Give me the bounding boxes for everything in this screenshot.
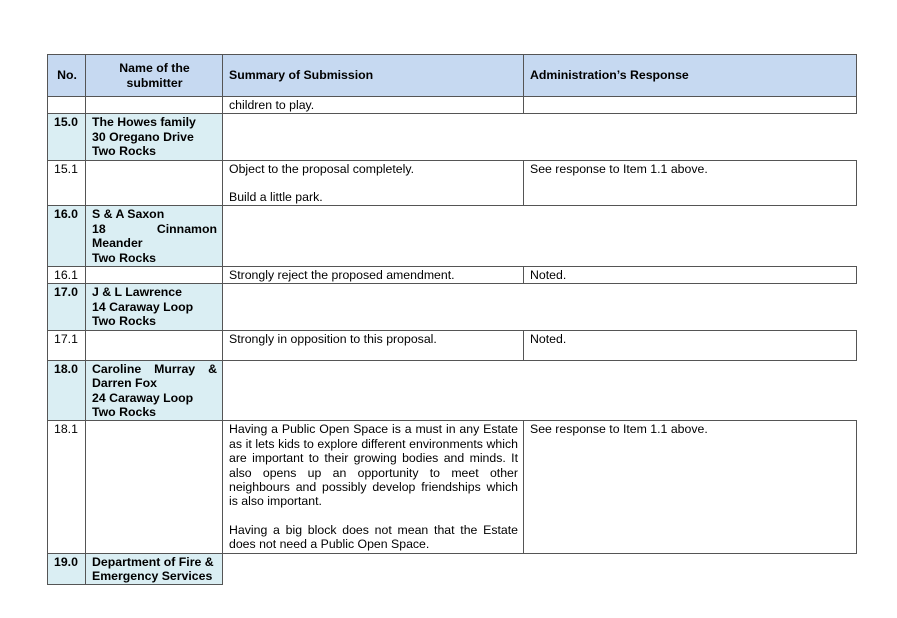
header-row bbox=[48, 55, 857, 97]
header-name-line2: submitter bbox=[126, 75, 183, 90]
submitter-address-line: 14 Caraway Loop bbox=[92, 299, 194, 314]
submitter-row bbox=[48, 206, 857, 267]
cell-summary: children to play. bbox=[223, 97, 524, 114]
table-row bbox=[48, 421, 857, 553]
submitter-row bbox=[48, 284, 857, 330]
cell-no: 18.1 bbox=[48, 421, 86, 553]
submitter-no: 15.0 bbox=[48, 114, 86, 160]
cell-no: 15.1 bbox=[48, 160, 86, 206]
submitter-name-line: Darren Fox bbox=[92, 376, 157, 391]
cell-name bbox=[86, 330, 223, 360]
submitter-suburb-line: Two Rocks bbox=[92, 144, 157, 159]
table-row bbox=[48, 267, 857, 284]
submitter-row bbox=[48, 553, 857, 585]
submitter-name-line: Emergency Services bbox=[92, 568, 213, 583]
blank-cell bbox=[223, 360, 857, 421]
submissions-table bbox=[47, 54, 857, 585]
submitter-address-line bbox=[92, 222, 217, 236]
name-part: Caroline bbox=[92, 361, 142, 376]
submitter-row bbox=[48, 360, 857, 421]
address-number: 18 bbox=[92, 221, 106, 236]
blank-cell bbox=[223, 553, 857, 585]
cell-response bbox=[524, 97, 857, 114]
cell-name bbox=[86, 97, 223, 114]
submitter-name bbox=[86, 284, 223, 330]
submitter-name-line: The Howes family bbox=[92, 115, 196, 130]
header-name bbox=[86, 55, 223, 97]
submitter-suburb-line: Two Rocks bbox=[92, 404, 157, 419]
cell-no: 17.1 bbox=[48, 330, 86, 360]
submitter-no: 19.0 bbox=[48, 553, 86, 585]
submitter-suburb-line: Two Rocks bbox=[92, 250, 157, 265]
cell-name bbox=[86, 421, 223, 553]
header-name-line1: Name of the bbox=[119, 61, 190, 76]
blank-cell bbox=[223, 206, 857, 267]
cell-no bbox=[48, 97, 86, 114]
submitter-row bbox=[48, 114, 857, 160]
submitter-address-line: 24 Caraway Loop bbox=[92, 390, 194, 405]
summary-paragraph: Having a big block does not mean that the Estate does not need a Public Open Space. bbox=[229, 522, 518, 552]
table-row bbox=[48, 160, 857, 206]
submitter-no: 16.0 bbox=[48, 206, 86, 267]
summary-paragraph: Having a Public Open Space is a must in any Estate as it lets kids to explore different environments which are important to their growing bodies and minds. It also opens up an opportunity to meet other neighbours and possibly develop friendships which is also important. bbox=[229, 422, 518, 509]
cell-summary: Strongly in opposition to this proposal. bbox=[223, 330, 524, 360]
cell-response: See response to Item 1.1 above. bbox=[524, 421, 857, 553]
cell-response: Noted. bbox=[524, 330, 857, 360]
submitter-name bbox=[86, 360, 223, 421]
submitter-name-line: J & L Lawrence bbox=[92, 285, 182, 300]
submitter-address-line: 30 Oregano Drive bbox=[92, 129, 194, 144]
submitter-suburb-line: Two Rocks bbox=[92, 314, 157, 329]
blank-cell bbox=[223, 114, 857, 160]
address-street: Cinnamon bbox=[156, 221, 217, 236]
submitter-name-line: Department of Fire & bbox=[92, 554, 214, 569]
header-no: No. bbox=[48, 55, 86, 97]
name-part: & bbox=[208, 361, 217, 376]
submitter-name-line bbox=[92, 362, 217, 376]
cell-summary bbox=[223, 160, 524, 206]
summary-paragraph: Object to the proposal completely. bbox=[229, 161, 415, 176]
name-part: Murray bbox=[154, 361, 196, 376]
cell-name bbox=[86, 160, 223, 206]
submitter-no: 17.0 bbox=[48, 284, 86, 330]
cell-no: 16.1 bbox=[48, 267, 86, 284]
summary-paragraph: Build a little park. bbox=[229, 190, 323, 205]
header-response: Administration’s Response bbox=[524, 55, 857, 97]
blank-cell bbox=[223, 284, 857, 330]
submitter-name bbox=[86, 553, 223, 585]
cell-name bbox=[86, 267, 223, 284]
submitter-no: 18.0 bbox=[48, 360, 86, 421]
header-summary: Summary of Submission bbox=[223, 55, 524, 97]
cell-summary: Strongly reject the proposed amendment. bbox=[223, 267, 524, 284]
submitter-name bbox=[86, 206, 223, 267]
submitter-name-line: S & A Saxon bbox=[92, 207, 165, 222]
table-row bbox=[48, 330, 857, 360]
table-row bbox=[48, 97, 857, 114]
submitter-name bbox=[86, 114, 223, 160]
cell-response: See response to Item 1.1 above. bbox=[524, 160, 857, 206]
cell-summary bbox=[223, 421, 524, 553]
submitter-address-line: Meander bbox=[92, 236, 143, 251]
cell-response: Noted. bbox=[524, 267, 857, 284]
